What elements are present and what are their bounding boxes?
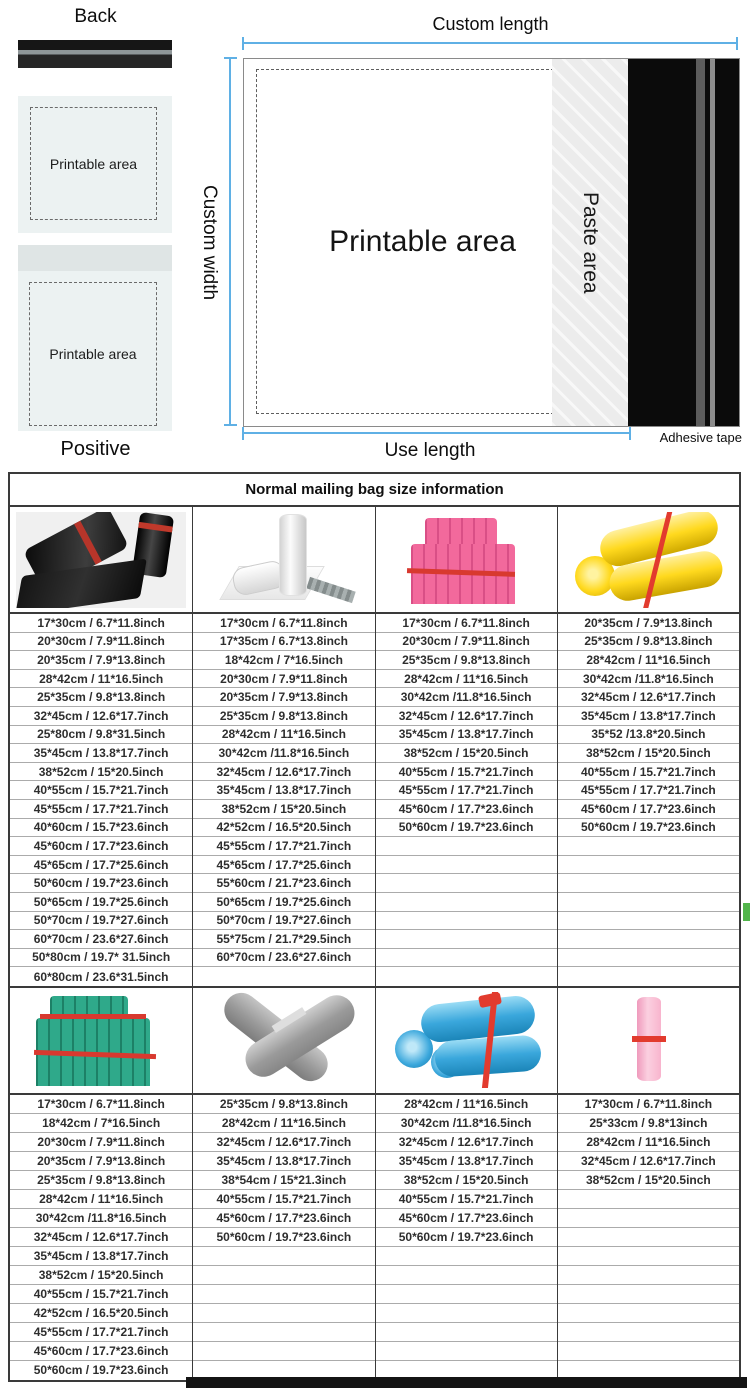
size-row (376, 930, 557, 949)
size-row (376, 874, 557, 893)
size-row (376, 837, 557, 856)
size-row (558, 949, 739, 968)
size-row: 50*60cm / 19.7*23.6inch (193, 1228, 374, 1247)
size-row: 28*42cm / 11*16.5inch (10, 670, 192, 689)
paste-area-label: Paste area (579, 191, 602, 294)
size-row (558, 1190, 739, 1209)
size-row (376, 1304, 557, 1323)
custom-length-label: Custom length (432, 14, 549, 34)
size-row (376, 1247, 557, 1266)
size-row: 32*45cm / 12.6*17.7inch (10, 707, 192, 726)
white-bags-photo (199, 512, 369, 608)
size-row (193, 1323, 374, 1342)
size-row: 45*55cm / 17.7*21.7inch (376, 781, 557, 800)
size-row: 45*60cm / 17.7*23.6inch (376, 1209, 557, 1228)
tape-stripe (696, 59, 705, 426)
size-row: 30*42cm /11.8*16.5inch (376, 688, 557, 707)
adhesive-tape-strip (628, 59, 739, 426)
size-row: 17*30cm / 6.7*11.8inch (10, 614, 192, 633)
adhesive-tape-label: Adhesive tape (659, 430, 742, 445)
back-view-label: Back (74, 6, 117, 27)
yellow-bags-cell (557, 507, 739, 612)
size-row (558, 1228, 739, 1247)
size-row: 17*35cm / 6.7*13.8inch (193, 633, 374, 652)
size-row: 28*42cm / 11*16.5inch (558, 651, 739, 670)
size-row: 32*45cm / 12.6*17.7inch (376, 1133, 557, 1152)
size-row: 50*70cm / 19.7*27.6inch (193, 912, 374, 931)
size-row: 42*52cm / 16.5*20.5inch (193, 819, 374, 838)
size-row: 20*35cm / 7.9*13.8inch (193, 688, 374, 707)
mailing-bag-schematic (243, 58, 740, 427)
size-row: 38*52cm / 15*20.5inch (10, 763, 192, 782)
size-row: 20*35cm / 7.9*13.8inch (10, 1152, 192, 1171)
black-bags-cell (10, 507, 192, 612)
size-row: 45*60cm / 17.7*23.6inch (558, 800, 739, 819)
bag-back-flap (18, 40, 172, 68)
bag-dimension-diagram (0, 0, 750, 470)
size-row (376, 949, 557, 968)
size-information-table (8, 472, 741, 1382)
size-row: 32*45cm / 12.6*17.7inch (193, 763, 374, 782)
size-row (376, 856, 557, 875)
size-row: 28*42cm / 11*16.5inch (193, 726, 374, 745)
size-row: 60*70cm / 23.6*27.6inch (10, 930, 192, 949)
blue-bags-size-column (375, 1095, 557, 1380)
section2-photo-row (10, 986, 739, 1095)
size-row: 38*52cm / 15*20.5inch (376, 1171, 557, 1190)
printable-area-label: Printable area (49, 346, 137, 362)
size-row (193, 1342, 374, 1361)
size-row: 25*35cm / 9.8*13.8inch (558, 633, 739, 652)
printable-area-label: Printable area (329, 224, 516, 258)
white-bags-cell (192, 507, 374, 612)
yellow-bags-size-column (557, 614, 739, 986)
size-row: 20*35cm / 7.9*13.8inch (558, 614, 739, 633)
size-row: 30*42cm /11.8*16.5inch (376, 1114, 557, 1133)
size-row: 42*52cm / 16.5*20.5inch (10, 1304, 192, 1323)
size-row: 28*42cm / 11*16.5inch (558, 1133, 739, 1152)
size-row: 40*55cm / 15.7*21.7inch (558, 763, 739, 782)
size-row (558, 1342, 739, 1361)
size-row: 25*35cm / 9.8*13.8inch (10, 1171, 192, 1190)
green-bags-photo (16, 992, 186, 1088)
size-row (376, 1285, 557, 1304)
size-row: 60*80cm / 23.6*31.5inch (33, 969, 169, 984)
size-row (558, 856, 739, 875)
size-row: 40*55cm / 15.7*21.7inch (376, 1190, 557, 1209)
white-roll-shape (279, 514, 307, 596)
section2-size-grid (10, 1095, 739, 1380)
size-row: 25*35cm / 9.8*13.8inch (10, 688, 192, 707)
size-row: 30*42cm /11.8*16.5inch (10, 1209, 192, 1228)
red-band-shape (40, 1014, 146, 1019)
size-row: 35*45cm / 13.8*17.7inch (558, 707, 739, 726)
size-row: 38*52cm / 15*20.5inch (376, 744, 557, 763)
size-row: 38*52cm / 15*20.5inch (193, 800, 374, 819)
paste-area-zone (552, 59, 628, 426)
size-row (193, 1247, 374, 1266)
size-row (558, 1323, 739, 1342)
size-row: 60*70cm / 23.6*27.6inch (193, 949, 374, 968)
bottom-image-crop-bar (186, 1377, 747, 1388)
size-row (558, 1247, 739, 1266)
size-row (558, 930, 739, 949)
size-row (558, 1285, 739, 1304)
size-row: 20*30cm / 7.9*11.8inch (193, 670, 374, 689)
custom-width-dimension-line (229, 58, 231, 425)
size-row (376, 912, 557, 931)
printable-area-label: Printable area (49, 155, 138, 172)
size-row: 25*35cm / 9.8*13.8inch (193, 1095, 374, 1114)
size-row: 28*42cm / 11*16.5inch (10, 1190, 192, 1209)
size-row: 40*55cm / 15.7*21.7inch (376, 763, 557, 782)
custom-length-dimension-line (243, 42, 737, 44)
size-row (558, 912, 739, 931)
size-row: 20*30cm / 7.9*11.8inch (10, 1133, 192, 1152)
size-row (376, 1323, 557, 1342)
size-row: 35*45cm / 13.8*17.7inch (376, 726, 557, 745)
green-bags-size-column (10, 1095, 192, 1380)
size-row: 18*42cm / 7*16.5inch (193, 651, 374, 670)
size-row: 50*70cm / 19.7*27.6inch (10, 912, 192, 931)
size-row: 45*60cm / 17.7*23.6inch (10, 837, 192, 856)
use-length-dimension-line (243, 432, 630, 434)
size-row: 35*45cm / 13.8*17.7inch (193, 1152, 374, 1171)
positive-view-label: Positive (60, 438, 131, 460)
black-bags-photo (16, 512, 186, 608)
size-row: 20*30cm / 7.9*11.8inch (10, 633, 192, 652)
bag-positive-view (18, 245, 172, 431)
size-row: 38*52cm / 15*20.5inch (558, 744, 739, 763)
tape-stripe (710, 59, 715, 426)
size-row: 50*60cm / 19.7*23.6inch (33, 1363, 169, 1378)
bag-positive-flap (18, 245, 172, 271)
size-row: 28*42cm / 11*16.5inch (376, 670, 557, 689)
size-row (193, 1266, 374, 1285)
size-row (558, 893, 739, 912)
size-row: 55*60cm / 21.7*23.6inch (193, 874, 374, 893)
size-row: 55*75cm / 21.7*29.5inch (193, 930, 374, 949)
size-row: 17*30cm / 6.7*11.8inch (376, 614, 557, 633)
size-row: 50*60cm / 19.7*23.6inch (376, 1228, 557, 1247)
gray-bags-size-column (192, 1095, 374, 1380)
gray-bags-photo (199, 992, 369, 1088)
size-row (558, 837, 739, 856)
size-row: 32*45cm / 12.6*17.7inch (376, 707, 557, 726)
pink-bags-cell (375, 507, 557, 612)
size-row: 45*65cm / 17.7*25.6inch (10, 856, 192, 875)
size-row (558, 1266, 739, 1285)
size-row: 45*60cm / 17.7*23.6inch (376, 800, 557, 819)
size-row: 25*33cm / 9.8*13inch (558, 1114, 739, 1133)
pink-roll-size-column (557, 1095, 739, 1380)
size-row: 50*80cm / 19.7* 31.5inch (10, 949, 192, 968)
section1-size-grid (10, 614, 739, 986)
section1-photo-row (10, 507, 739, 614)
blue-bags-cell (375, 988, 557, 1093)
size-row (558, 874, 739, 893)
size-row: 45*60cm / 17.7*23.6inch (10, 1342, 192, 1361)
size-row: 20*30cm / 7.9*11.8inch (376, 633, 557, 652)
size-row: 35*45cm / 13.8*17.7inch (193, 781, 374, 800)
red-band-shape (632, 1036, 666, 1042)
size-row (193, 1304, 374, 1323)
size-row: 18*42cm / 7*16.5inch (10, 1114, 192, 1133)
bag-back-view (18, 40, 172, 233)
size-row: 25*35cm / 9.8*13.8inch (193, 707, 374, 726)
size-row (376, 1266, 557, 1285)
printable-zone (244, 59, 552, 426)
size-row: 38*52cm / 15*20.5inch (10, 1266, 192, 1285)
size-row: 32*45cm / 12.6*17.7inch (193, 1133, 374, 1152)
size-row: 50*65cm / 19.7*25.6inch (193, 893, 374, 912)
printable-area-dashed-box (256, 69, 589, 414)
pink-roll-cell (557, 988, 739, 1093)
size-row: 17*30cm / 6.7*11.8inch (193, 614, 374, 633)
white-bag-flap-shape (306, 576, 355, 602)
size-row: 35*45cm / 13.8*17.7inch (376, 1152, 557, 1171)
size-row: 45*55cm / 17.7*21.7inch (558, 781, 739, 800)
size-row (558, 1209, 739, 1228)
size-row: 38*52cm / 15*20.5inch (558, 1171, 739, 1190)
yellow-bags-photo (563, 512, 733, 608)
size-row: 45*55cm / 17.7*21.7inch (10, 800, 192, 819)
size-row (558, 967, 739, 986)
size-row (193, 967, 374, 986)
size-row: 32*45cm / 12.6*17.7inch (558, 1152, 739, 1171)
bag-positive-printable-area (29, 282, 157, 426)
pink-bags-photo (381, 512, 551, 608)
size-row: 50*60cm / 19.7*23.6inch (10, 874, 192, 893)
size-row: 35*45cm / 13.8*17.7inch (10, 1247, 192, 1266)
green-bags-cell (10, 988, 192, 1093)
size-row (558, 1304, 739, 1323)
size-row: 40*60cm / 15.7*23.6inch (10, 819, 192, 838)
size-row: 35*45cm / 13.8*17.7inch (10, 744, 192, 763)
size-row: 40*55cm / 15.7*21.7inch (193, 1190, 374, 1209)
blue-bags-photo (381, 992, 551, 1088)
size-row: 28*42cm / 11*16.5inch (193, 1114, 374, 1133)
size-row: 35*52 /13.8*20.5inch (558, 726, 739, 745)
size-row: 50*60cm / 19.7*23.6inch (376, 819, 557, 838)
size-row: 45*60cm / 17.7*23.6inch (193, 1209, 374, 1228)
table-title: Normal mailing bag size information (10, 474, 739, 507)
size-row: 20*35cm / 7.9*13.8inch (10, 651, 192, 670)
size-row: 30*42cm /11.8*16.5inch (193, 744, 374, 763)
size-row: 25*35cm / 9.8*13.8inch (376, 651, 557, 670)
white-bags-size-column (192, 614, 374, 986)
size-row: 45*55cm / 17.7*21.7inch (193, 837, 374, 856)
size-row: 30*42cm /11.8*16.5inch (558, 670, 739, 689)
size-row: 45*55cm / 17.7*21.7inch (10, 1323, 192, 1342)
green-edge-marker (743, 903, 750, 921)
size-row: 17*30cm / 6.7*11.8inch (10, 1095, 192, 1114)
size-row (193, 1285, 374, 1304)
size-row: 25*80cm / 9.8*31.5inch (10, 726, 192, 745)
custom-width-label: Custom width (199, 185, 220, 301)
size-row: 32*45cm / 12.6*17.7inch (10, 1228, 192, 1247)
size-row (376, 967, 557, 986)
black-bags-size-column (10, 614, 192, 986)
size-row: 28*42cm / 11*16.5inch (376, 1095, 557, 1114)
size-row: 45*65cm / 17.7*25.6inch (193, 856, 374, 875)
pink-bags-size-column (375, 614, 557, 986)
size-row: 40*55cm / 15.7*21.7inch (10, 1285, 192, 1304)
size-row: 40*55cm / 15.7*21.7inch (10, 781, 192, 800)
size-row: 38*54cm / 15*21.3inch (193, 1171, 374, 1190)
size-row: 17*30cm / 6.7*11.8inch (558, 1095, 739, 1114)
pink-roll-photo (563, 992, 733, 1088)
size-row: 50*60cm / 19.7*23.6inch (558, 819, 739, 838)
size-row: 32*45cm / 12.6*17.7inch (558, 688, 739, 707)
gray-bags-cell (192, 988, 374, 1093)
size-row: 50*65cm / 19.7*25.6inch (10, 893, 192, 912)
bag-back-printable-area (30, 107, 157, 220)
use-length-label: Use length (384, 440, 476, 461)
size-row (376, 1342, 557, 1361)
size-row (376, 893, 557, 912)
